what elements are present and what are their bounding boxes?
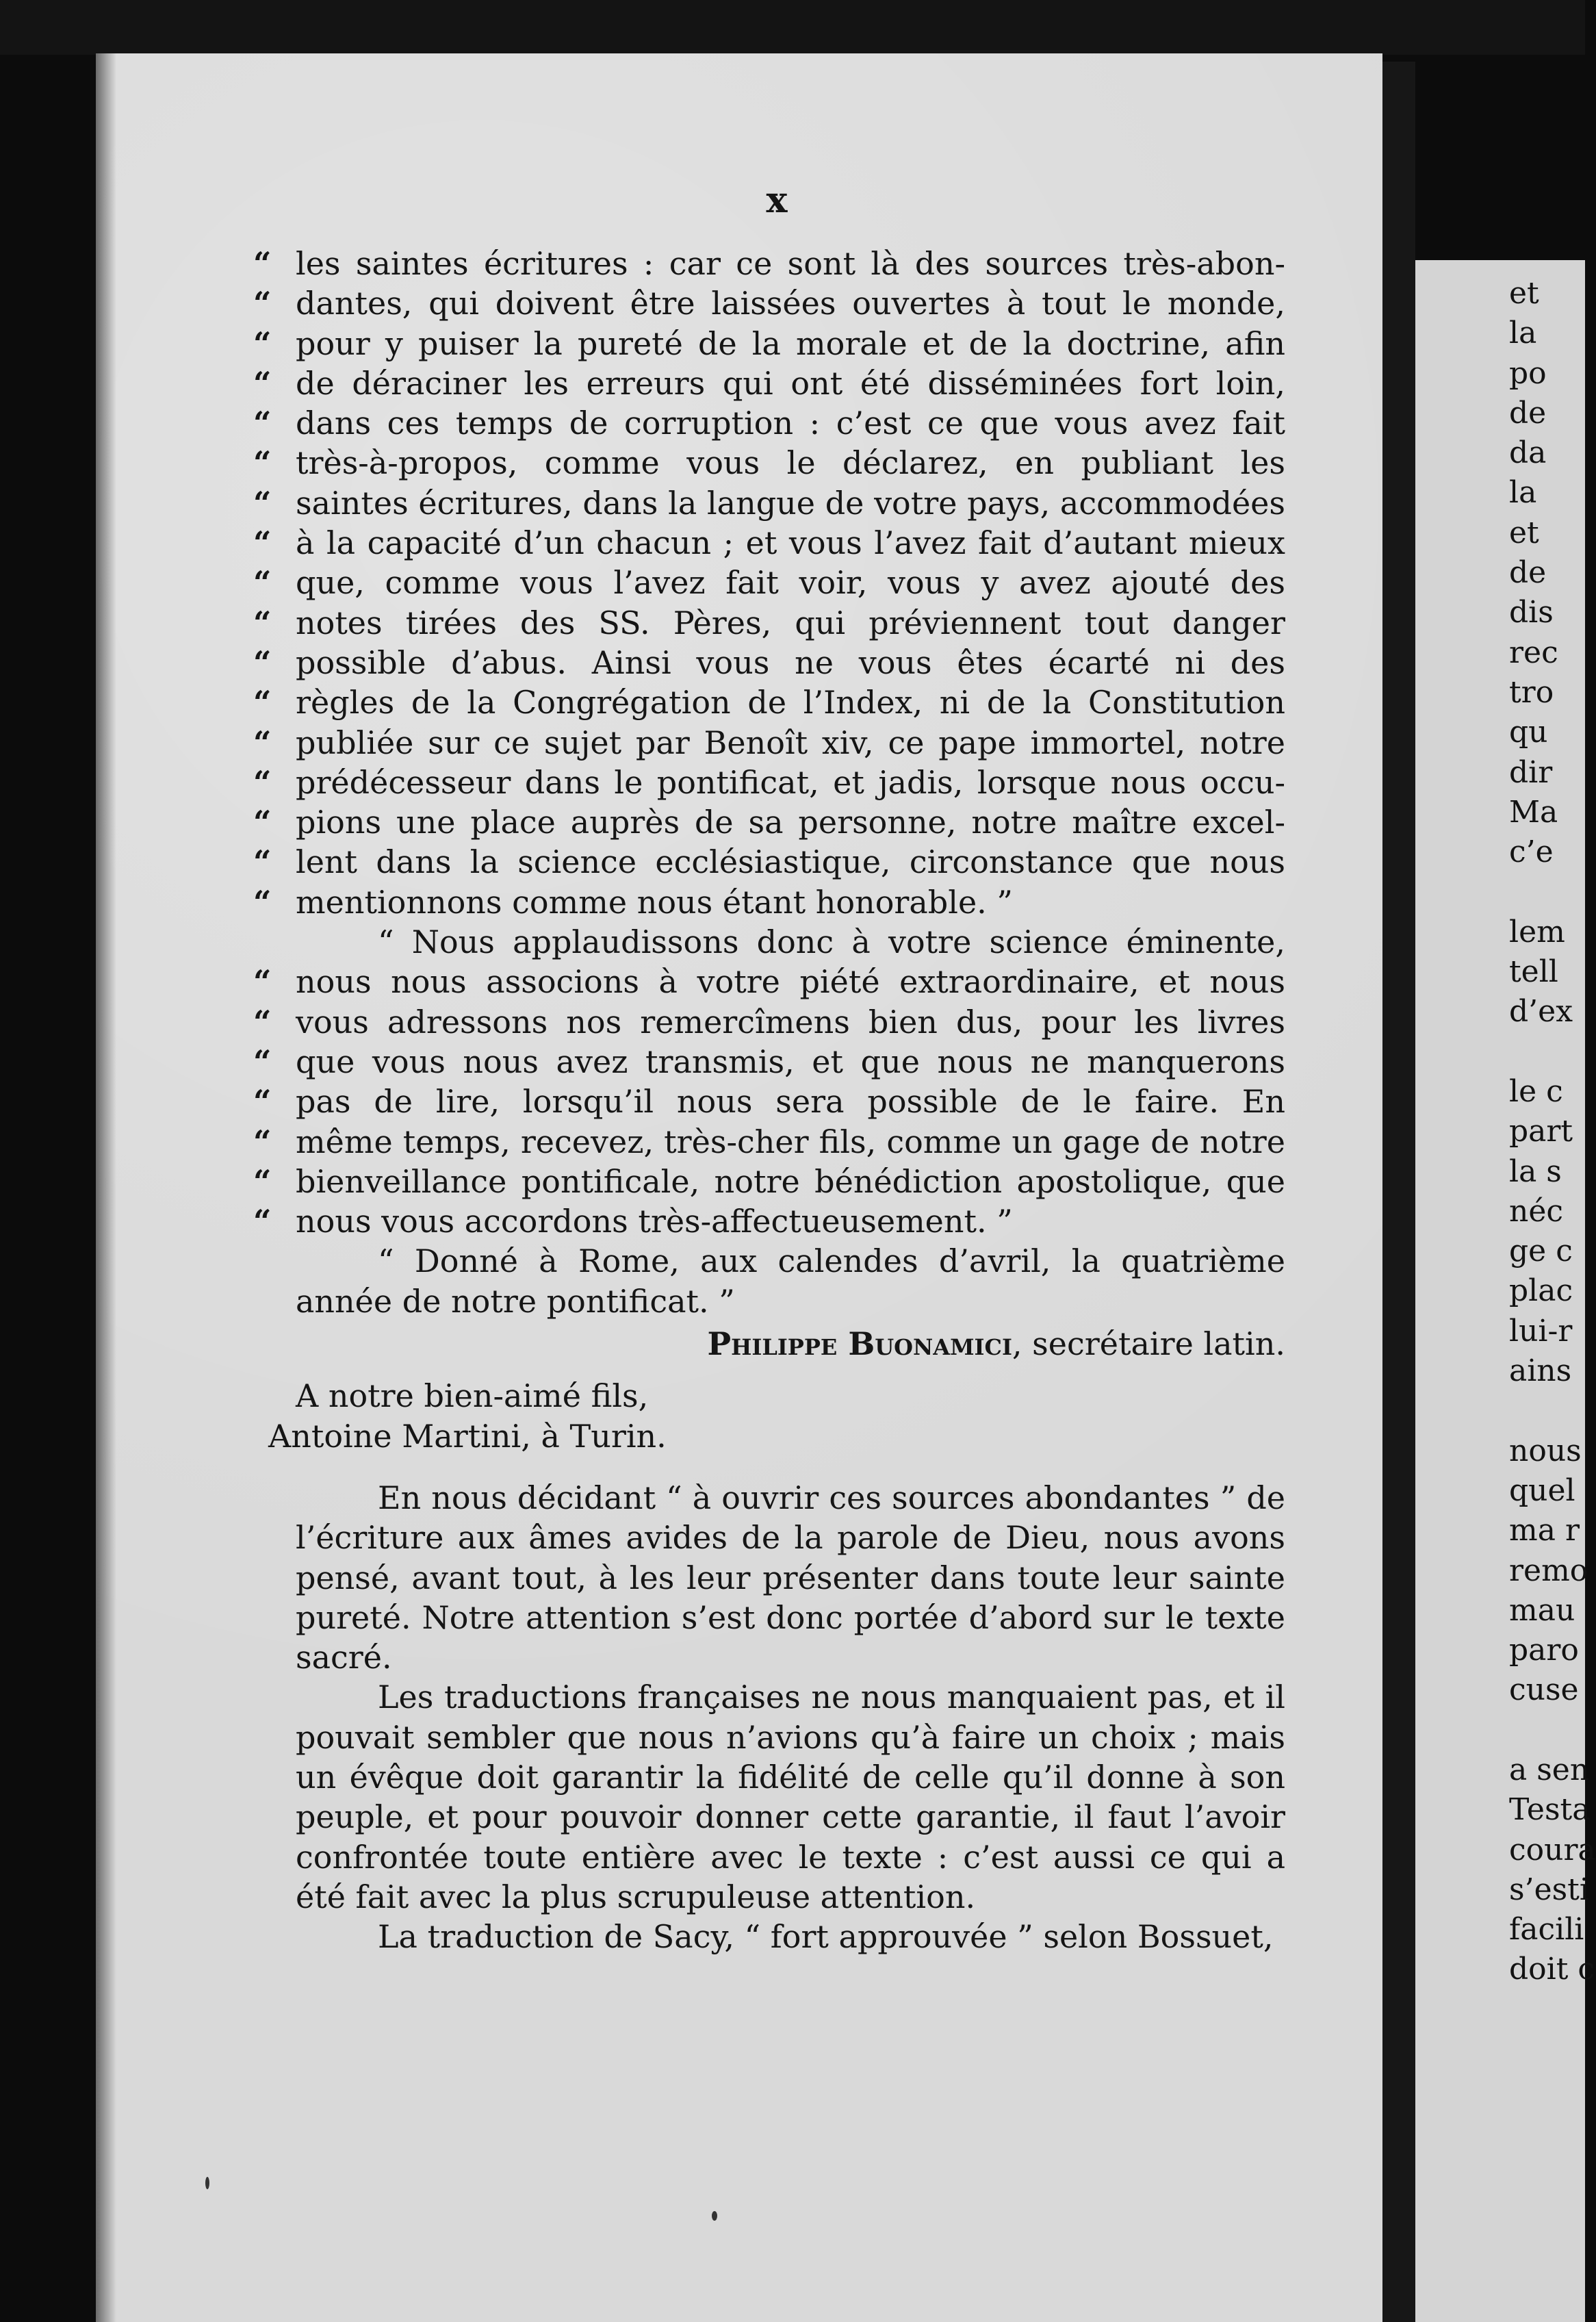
- facing-text-line: c’e: [1509, 834, 1554, 870]
- facing-text-line: le c: [1509, 1073, 1563, 1109]
- text-line: [253, 1162, 1285, 1201]
- facing-text-line: da: [1509, 435, 1547, 471]
- line-text: pensé, avant tout, à les leur présenter dans toute leur sainte: [296, 1559, 1285, 1596]
- facing-text-line: la: [1509, 475, 1537, 511]
- line-text: En nous décidant “ à ouvrir ces sources abondantes ” de: [378, 1479, 1285, 1516]
- dated-line: “ Donné à Rome, aux calendes d’avril, la quatrième: [378, 1242, 1285, 1280]
- text-line: [253, 603, 1285, 643]
- text-line: [253, 403, 1285, 443]
- facing-text-line: cuse: [1509, 1672, 1579, 1708]
- line-text: pas de lire, lorsqu’il nous sera possible de le faire. En: [296, 1083, 1285, 1121]
- facing-text-line: de: [1509, 555, 1547, 591]
- quotation-mark: “: [253, 763, 272, 801]
- facing-text-line: paro: [1509, 1633, 1579, 1668]
- text-line: [253, 1002, 1285, 1042]
- text-line: [253, 643, 1285, 682]
- line-text: nous nous associons à votre piété extraordinaire, et nous: [296, 963, 1285, 1001]
- line-text: été fait avec la plus scrupuleuse attention.: [296, 1878, 976, 1915]
- facing-text-line: de: [1509, 395, 1547, 431]
- facing-text-line: plac: [1509, 1273, 1573, 1309]
- line-text: à la capacité d’un chacun ; et vous l’avez fait d’autant mieux: [296, 524, 1285, 562]
- signature: [296, 1324, 1285, 1364]
- page-edge-shadow: [96, 53, 116, 2322]
- text-line: [253, 324, 1285, 363]
- quotation-mark: “: [253, 1162, 272, 1200]
- line-text: très-à-propos, comme vous le déclarez, en publiant les: [296, 444, 1285, 482]
- text-line: [296, 1677, 1285, 1717]
- signature-name: Philippe Buonamici: [707, 1325, 1012, 1363]
- quotation-mark: “: [253, 1123, 272, 1160]
- text-line: [253, 483, 1285, 523]
- text-line: [296, 1877, 1285, 1917]
- text-line: [253, 802, 1285, 842]
- quoted-paragraph: [253, 244, 1285, 922]
- line-text: confrontée toute entière avec le texte : c’est aussi ce qui a: [296, 1838, 1285, 1876]
- line-text: que vous nous avez transmis, et que nous ne manquerons: [296, 1043, 1285, 1080]
- scan-border: [0, 0, 1585, 55]
- text-line: [253, 1042, 1285, 1082]
- quotation-mark: “: [253, 564, 272, 602]
- line-text: possible d’abus. Ainsi vous ne vous êtes écarté ni des: [296, 643, 1285, 681]
- facing-text-line: tell: [1509, 954, 1558, 990]
- quotation-mark: “: [253, 1203, 272, 1240]
- line-text: lent dans la science ecclésiastique, circonstance que nous: [296, 843, 1285, 881]
- facing-text-line: rec: [1509, 635, 1558, 670]
- text-line: [296, 1598, 1285, 1637]
- line-text: publiée sur ce sujet par Benoît xiv, ce pape immortel, notre: [296, 724, 1285, 761]
- address-place: Antoine Martini, à Turin.: [268, 1417, 667, 1455]
- quotation-mark: “: [253, 804, 272, 841]
- text-line: [296, 1478, 1285, 1518]
- line-text: mentionnons comme nous étant honorable. ”: [296, 883, 1013, 921]
- facing-text-line: ains: [1509, 1353, 1572, 1389]
- line-text: l’écriture aux âmes avides de la parole de Dieu, nous avons: [296, 1519, 1285, 1557]
- ink-spot: [712, 2211, 717, 2221]
- text-line: [253, 763, 1285, 802]
- quotation-mark: “: [253, 285, 272, 322]
- line-text: sacré.: [296, 1639, 392, 1676]
- facing-text-line: la s: [1509, 1153, 1562, 1189]
- facing-text-line: et: [1509, 515, 1539, 550]
- page-text: [253, 244, 1285, 1956]
- paragraph-sources: [296, 1478, 1285, 1677]
- line-text: pouvait sembler que nous n’avions qu’à faire un choix ; mais: [296, 1718, 1285, 1756]
- text-line: [296, 1558, 1285, 1598]
- line-text: pour y puiser la pureté de la morale et de la doctrine, afin: [296, 324, 1285, 362]
- line-text: notes tirées des SS. Pères, qui préviennent tout danger: [296, 604, 1285, 641]
- facing-text-line: facili: [1509, 1912, 1584, 1948]
- facing-text-line: néc: [1509, 1193, 1564, 1229]
- quotation-mark: “: [253, 364, 272, 402]
- facing-text-line: a sen: [1509, 1752, 1590, 1787]
- quotation-mark: “: [253, 245, 272, 282]
- quotation-mark: “: [253, 883, 272, 921]
- facing-text-line: la: [1509, 316, 1537, 351]
- quotation-mark: “: [253, 444, 272, 482]
- facing-text-line: qu: [1509, 715, 1548, 750]
- facing-text-line: s’esti: [1509, 1872, 1589, 1907]
- facing-text-line: Testa: [1509, 1792, 1591, 1828]
- quotation-mark: “: [253, 684, 272, 722]
- text-line: [253, 682, 1285, 722]
- book-gutter: [1382, 62, 1415, 2322]
- quotation-mark: “: [253, 1083, 272, 1121]
- text-line: [253, 723, 1285, 763]
- line-text: même temps, recevez, très-cher fils, comme un gage de notre: [296, 1123, 1285, 1160]
- facing-text-line: tro: [1509, 674, 1554, 710]
- text-line: [253, 283, 1285, 323]
- line-text: prédécesseur dans le pontificat, et jadis, lorsque nous occu-: [296, 763, 1285, 801]
- line-text: que, comme vous l’avez fait voir, vous y avez ajouté des: [296, 564, 1285, 602]
- line-text: dantes, qui doivent être laissées ouvertes à tout le monde,: [296, 285, 1285, 322]
- text-line: [253, 244, 1285, 283]
- line-text: Les traductions françaises ne nous manquaient pas, et il: [378, 1679, 1285, 1716]
- text-line: [296, 1797, 1285, 1837]
- quotation-mark: “: [253, 524, 272, 562]
- quotation-mark: “: [253, 1043, 272, 1080]
- line-text: dans ces temps de corruption : c’est ce que vous avez fait: [296, 405, 1285, 442]
- paragraph-translations: [296, 1677, 1285, 1917]
- line-text: règles de la Congrégation de l’Index, ni de la Constitution: [296, 684, 1285, 722]
- facing-text-line: remo: [1509, 1553, 1588, 1588]
- page-number: x: [766, 179, 788, 221]
- address-line: [268, 1416, 1285, 1456]
- facing-text-line: lem: [1509, 914, 1565, 949]
- line-text: bienveillance pontificale, notre bénédiction apostolique, que: [296, 1162, 1285, 1200]
- facing-text-line: quel: [1509, 1472, 1575, 1508]
- facing-text-line: et: [1509, 276, 1539, 311]
- quotation-mark: “: [253, 604, 272, 641]
- paragraph-sacy: La traduction de Sacy, “ fort approuvée ” selon Bossuet,: [378, 1918, 1274, 1956]
- facing-text-line: ge c: [1509, 1234, 1573, 1269]
- line-text: nous vous accordons très-affectueusement. ”: [296, 1203, 1013, 1240]
- text-line: [253, 882, 1285, 922]
- text-line: [296, 1837, 1285, 1877]
- text-line: [296, 1718, 1285, 1757]
- quotation-mark: “: [253, 1003, 272, 1041]
- line-text: un évêque doit garantir la fidélité de celle qu’il donne à son: [296, 1758, 1285, 1796]
- facing-text-line: Ma: [1509, 794, 1558, 830]
- address-recipient: A notre bien-aimé fils,: [296, 1377, 649, 1415]
- line-text: de déraciner les erreurs qui ont été disséminées fort loin,: [296, 364, 1285, 402]
- facing-text-line: nous: [1509, 1433, 1582, 1468]
- text-line: [253, 1082, 1285, 1121]
- text-line: [253, 443, 1285, 483]
- quotation-mark: “: [253, 643, 272, 681]
- line-text: les saintes écritures : car ce sont là des sources très-abon-: [296, 245, 1285, 282]
- text-line: “ Nous applaudissons donc à votre science éminente,: [378, 923, 1285, 961]
- facing-text-line: part: [1509, 1114, 1573, 1149]
- quotation-mark: “: [253, 963, 272, 1001]
- facing-text-line: d’ex: [1509, 994, 1573, 1030]
- dated-line-end: année de notre pontificat. ”: [296, 1282, 735, 1320]
- facing-text-line: doit c: [1509, 1952, 1595, 1987]
- facing-text-line: dis: [1509, 595, 1554, 630]
- quotation-mark: “: [253, 724, 272, 761]
- text-line: [253, 523, 1285, 563]
- text-line: [253, 962, 1285, 1001]
- text-line: [253, 563, 1285, 602]
- quotation-mark: “: [253, 405, 272, 442]
- line-text: peuple, et pour pouvoir donner cette garantie, il faut l’avoir: [296, 1798, 1285, 1836]
- text-line: [296, 1518, 1285, 1557]
- text-line: [296, 1637, 1285, 1677]
- facing-text-line: ma r: [1509, 1513, 1580, 1548]
- blessing-paragraph: [253, 922, 1285, 1241]
- text-line: [253, 1201, 1285, 1241]
- text-line: [253, 1122, 1285, 1162]
- address-line: [296, 1376, 1285, 1416]
- facing-text-line: dir: [1509, 754, 1553, 790]
- line-text: vous adressons nos remercîmens bien dus, pour les livres: [296, 1003, 1285, 1041]
- line-text: pureté. Notre attention s’est donc portée d’abord sur le texte: [296, 1598, 1285, 1636]
- signature-title: , secrétaire latin.: [1012, 1325, 1285, 1363]
- line-text: pions une place auprès de sa personne, notre maître excel-: [296, 804, 1285, 841]
- quotation-mark: “: [253, 843, 272, 881]
- facing-text-line: po: [1509, 355, 1547, 391]
- facing-page-text: [1509, 274, 1596, 1990]
- text-line: [253, 363, 1285, 403]
- text-line: [296, 1757, 1285, 1797]
- ink-spot: [205, 2177, 209, 2189]
- text-line: [253, 842, 1285, 882]
- facing-text-line: mau: [1509, 1592, 1575, 1628]
- quotation-mark: “: [253, 324, 272, 362]
- facing-text-line: lui-r: [1509, 1313, 1573, 1349]
- facing-text-line: coura: [1509, 1832, 1596, 1867]
- line-text: saintes écritures, dans la langue de votre pays, accommodées: [296, 484, 1285, 522]
- quotation-mark: “: [253, 484, 272, 522]
